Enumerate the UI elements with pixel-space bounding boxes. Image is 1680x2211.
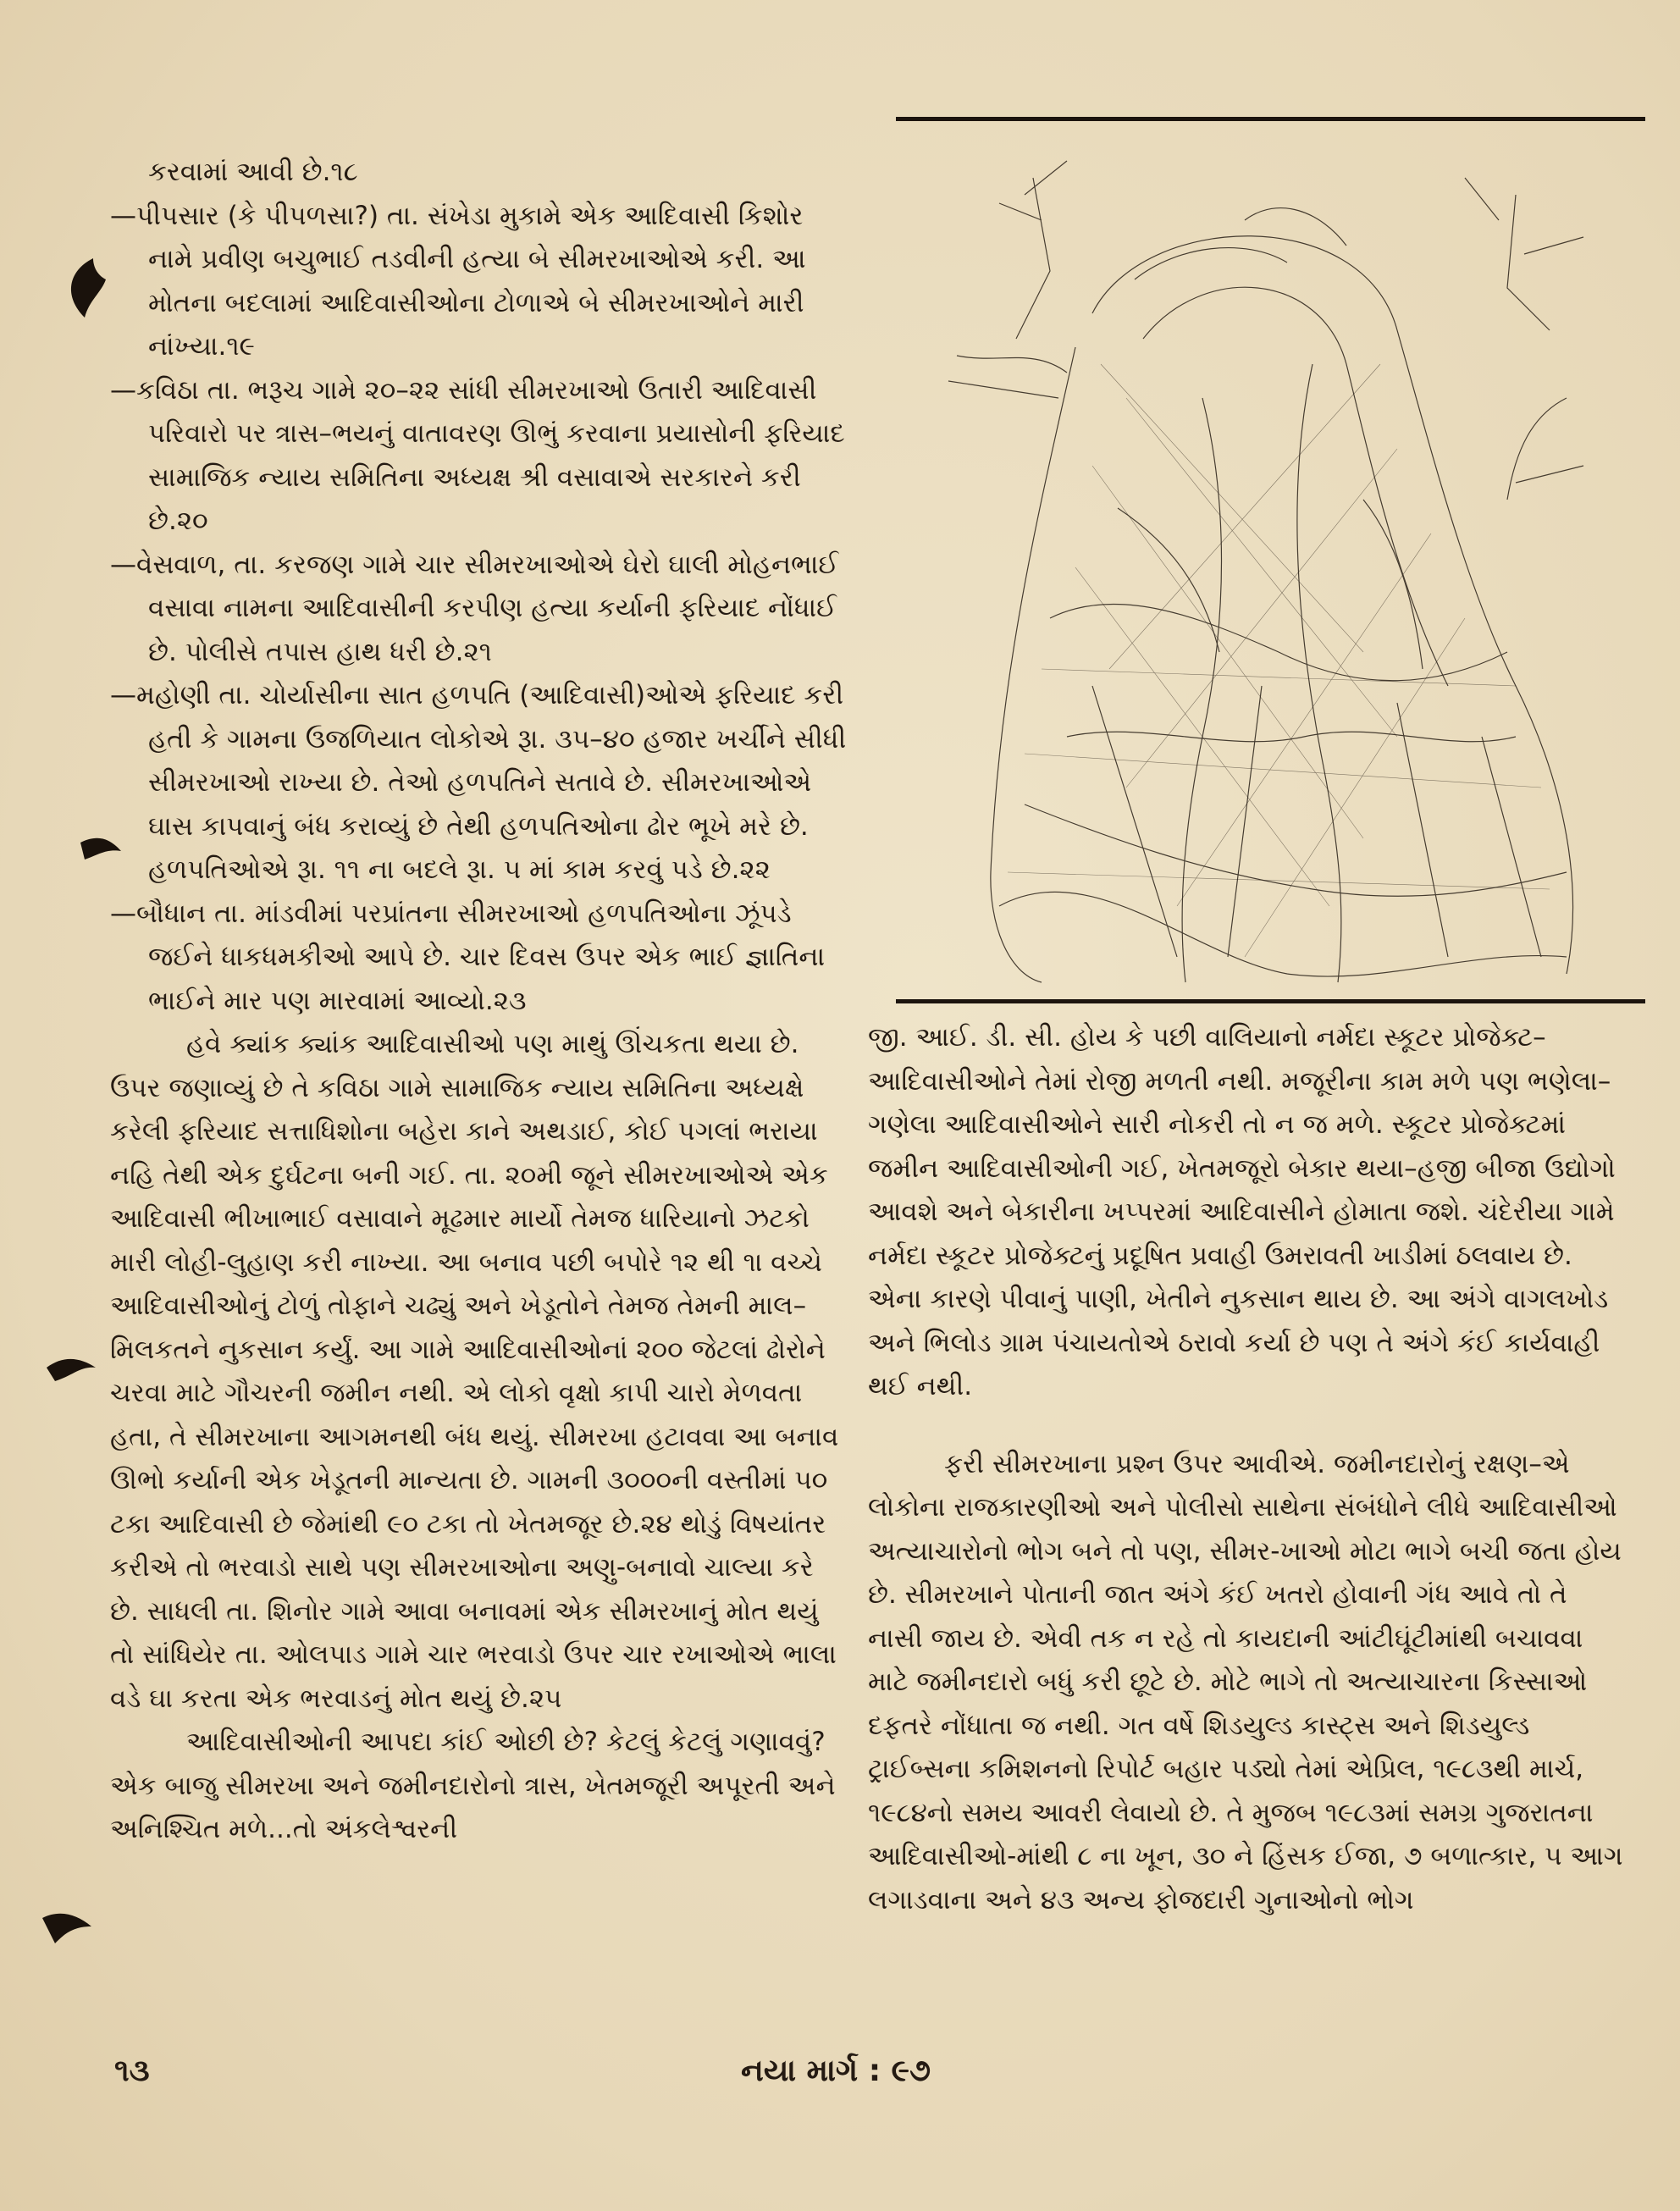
body-paragraph: હવે ક્યાંક ક્યાંક આદિવાસીઓ પણ માથું ઊંચકતા થયા છે. ઉપર જણાવ્યું છે તે કવિઠા ગામે સામાજિક ન્યાય સમિતિના અધ્યક્ષે કરેલી ફરિયાદ સત્તાધિશોના બહેરા કાને અથડાઈ, કોઈ પગલાં ભરાયા નહિ તેથી એક દુર્ઘટના બની ગઈ. તા. ૨૦મી જૂને સીમરખાઓએ એક આદિવાસી ભીખાભાઈ વસાવાને મૂઢમાર માર્યો તેમજ ધારિયાનો ઝટકો મારી લોહી-લુહાણ કરી નાખ્યા. આ બનાવ પછી બપોરે ૧૨ થી ૧ા વચ્ચે આદિવાસીઓનું ટોળું તોફાને ચઢ્યું અને ખેડૂતોને તેમજ તેમની માલ–મિલકતને નુકસાન કર્યું. આ ગામે આદિવાસીઓનાં ૨૦૦ જેટલાં ઢોરોને ચરવા માટે ગૌચરની જમીન નથી. એ લોકો વૃક્ષો કાપી ચારો મેળવતા હતા, તે સીમરખાના આગમનથી બંધ થયું. સીમરખા હટાવવા આ બનાવ ઊભો કર્યાની એક ખેડૂતની માન્યતા છે. ગામની ૩૦૦૦ની વસ્તીમાં ૫૦ ટકા આદિવાસી છે જેમાંથી ૯૦ ટકા તો ખેતમજૂર છે.૨૪ થોડું વિષયાંતર કરીએ તો ભરવાડો સાથે પણ સીમરખાઓના અણુ-બનાવો ચાલ્યા કરે છે. સાધલી તા. શિનોર ગામે આવા બનાવમાં એક સીમરખાનું મોત થયું તો સાંધિયેર તા. ઓલપાડ ગામે ચાર ભરવાડો ઉપર ચાર રખાઓએ ભાલા વડે ઘા કરતા એક ભરવાડનું મોત થયું છે.૨૫ (110, 1029, 839, 1714)
journal-footer: નયા માર્ગ : ૯૭ (741, 2053, 931, 2088)
list-item: —પીપસાર (કે પીપળસા?) તા. સંખેડા મુકામે એક આદિવાસી કિશોર નામે પ્રવીણ બચુભાઈ તડવીની હત્યા બે સીમરખાઓએ કરી. આ મોતના બદલામાં આદિવાસીઓના ટોળાએ બે સીમરખાઓને મારી નાંખ્યા.૧૯ (110, 200, 806, 362)
body-paragraph: ફરી સીમરખાના પ્રશ્ન ઉપર આવીએ. જમીનદારોનું રક્ષણ–એ લોકોના રાજકારણીઓ અને પોલીસો સાથેના સંબંધોને લીધે આદિવાસીઓ અત્યાચારોનો ભોગ બને તો પણ, સીમર-ખાઓ મોટા ભાગે બચી જતા હોય છે. સીમરખાને પોતાની જાત અંગે કંઈ ખતરો હોવાની ગંધ આવે તો તે નાસી જાય છે. એવી તક ન રહે તો કાયદાની આંટીઘૂંટીમાંથી બચાવવા માટે જમીનદારો બધું કરી છૂટે છે. મોટે ભાગે તો અત્યાચારના કિસ્સાઓ દફતરે નોંધાતા જ નથી. ગત વર્ષે શિડયુલ્ડ કાસ્ટ્સ અને શિડયુલ્ડ ટ્રાઈબ્સના કમિશનનો રિપોર્ટ બહાર પડ્યો તેમાં એપ્રિલ, ૧૯૮૩થી માર્ચ, ૧૯૮૪નો સમય આવરી લેવાયો છે. તે મુજબ ૧૯૮૩માં સમગ્ર ગુજરાતના આદિવાસીઓ-માંથી ૮ ના ખૂન, ૩૦ ને હિંસક ઈજા, ૭ બળાત્કાર, ૫ આગ લગાડવાના અને ૪૩ અન્ય ફોજદારી ગુનાઓનો ભોગ (868, 1448, 1623, 1915)
list-item: —મહોણી તા. ચોર્યાસીના સાત હળપતિ (આદિવાસી)ઓએ ફરિયાદ કરી હતી કે ગામના ઉજળિયાત લોકોએ રૂા. ૩૫–૪૦ હજાર ખર્ચીને સીધી સીમરખાઓ રાખ્યા છે. તેઓ હળપતિને સતાવે છે. સીમરખાઓએ ઘાસ કાપવાનું બંધ કરાવ્યું છે તેથી હળપતિઓના ઢોર ભૂખે મરે છે. હળપતિઓએ રૂા. ૧૧ ના બદલે રૂા. ૫ માં કામ કરવું પડે છે.૨૨ (110, 680, 847, 885)
page-damage-mark (42, 1905, 93, 1948)
top-rule (896, 117, 1645, 121)
bottom-rule (896, 999, 1645, 1003)
right-column (868, 1016, 1630, 1922)
sketch-illustration (923, 144, 1626, 987)
page-damage-mark (59, 254, 110, 322)
left-column (110, 151, 847, 1852)
list-item: —બૌધાન તા. માંડવીમાં પરપ્રાંતના સીમરખાઓ હળપતિઓના ઝૂંપડે જઈને ધાકધમકીઓ આપે છે. ચાર દિવસ ઉપર એક ભાઈ જ્ઞાતિના ભાઈને માર પણ મારવામાં આવ્યો.૨૩ (110, 898, 826, 1016)
intro-line: કરવામાં આવી છે.૧૮ (148, 157, 358, 187)
page-damage-mark (80, 830, 123, 864)
list-item: —વેસવાળ, તા. કરજણ ગામે ચાર સીમરખાઓએ ઘેરો ઘાલી મોહનભાઈ વસાવા નામના આદિવાસીની કરપીણ હત્યા કર્યાની ફરિયાદ નોંધાઈ છે. પોલીસે તપાસ હાથ ધરી છે.૨૧ (110, 549, 839, 667)
page-number: ૧૩ (114, 2053, 150, 2088)
page-damage-mark (47, 1351, 97, 1385)
body-paragraph: આદિવાસીઓની આપદા કાંઈ ઓછી છે? કેટલું કેટલું ગણાવવું? એક બાજુ સીમરખા અને જમીનદારોનો ત્રાસ, ખેતમજૂરી અપૂરતી અને અનિશ્ચિત મળે...તો અંકલેશ્વરની (110, 1727, 836, 1844)
list-item: —કવિઠા તા. ભરૂચ ગામે ૨૦–૨૨ સાંધી સીમરખાઓ ઉતારી આદિવાસી પરિવારો પર ત્રાસ–ભયનું વાતાવરણ ઊભું કરવાના પ્રયાસોની ફરિયાદ સામાજિક ન્યાય સમિતિના અધ્યક્ષ શ્રી વસાવાએ સરકારને કરી છે.૨૦ (110, 374, 845, 536)
body-paragraph: જી. આઈ. ડી. સી. હોય કે પછી વાલિયાનો નર્મદા સ્કૂટર પ્રોજેક્ટ–આદિવાસીઓને તેમાં રોજી મળતી નથી. મજૂરીના કામ મળે પણ ભણેલા–ગણેલા આદિવાસીઓને સારી નોકરી તો ન જ મળે. સ્કૂટર પ્રોજેક્ટમાં જમીન આદિવાસીઓની ગઈ, ખેતમજૂરો બેકાર થયા–હજી બીજા ઉદ્યોગો આવશે અને બેકારીના ખપ્પરમાં આદિવાસીને હોમાતા જશે. ચંદેરીયા ગામે નર્મદા સ્કૂટર પ્રોજેક્ટનું પ્રદૂષિત પ્રવાહી ઉમરાવતી ખાડીમાં ઠલવાય છે. એના કારણે પીવાનું પાણી, ખેતીને નુકસાન થાય છે. આ અંગે વાગલખોડ અને ભિલોડ ગ્રામ પંચાયતોએ ઠરાવો કર્યા છે પણ તે અંગે કંઈ કાર્યવાહી થઈ નથી. (868, 1022, 1616, 1401)
